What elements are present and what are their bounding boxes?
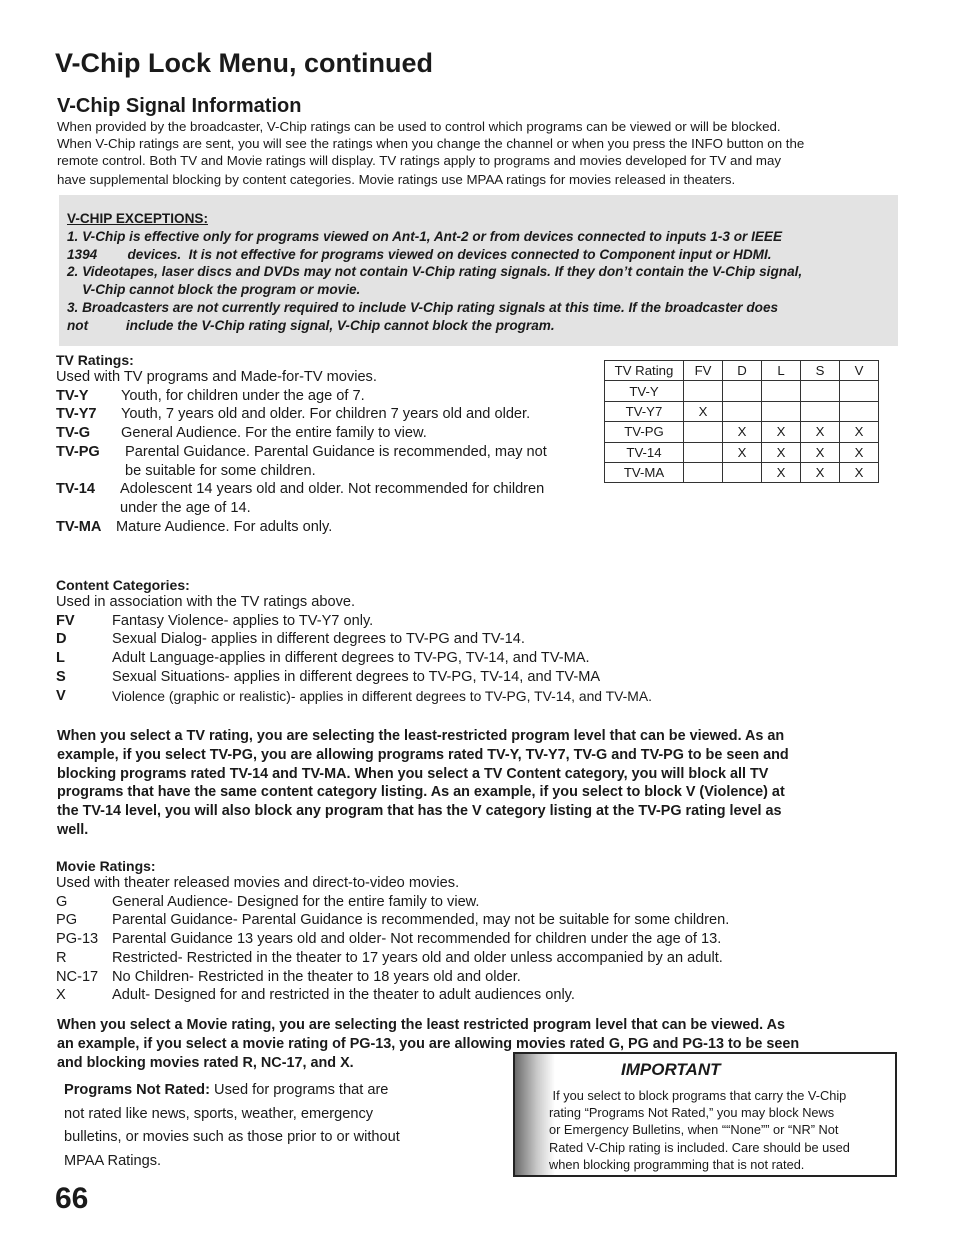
text-line: or Emergency Bulletins, when ““None”” or “NR” Not [549,1122,839,1138]
movie-rating-desc: Adult- Designed for and restricted in the theater to adult audiences only. [112,987,575,1004]
text-line: rating “Programs Not Rated,” you may block News [549,1105,835,1121]
table-cell [801,381,840,401]
table-cell: X [762,442,801,462]
tv-ratings-heading: TV Ratings: [56,352,134,368]
rating-code: TV-Y [56,387,89,404]
text-line: blocking programs rated TV-14 and TV-MA. When you select a TV Content category, you will block all TV [57,765,769,782]
movie-rating-item [56,986,896,1005]
important-box [513,1052,897,1177]
table-header-cell: FV [684,361,723,381]
table-header-cell: D [723,361,762,381]
rating-desc: Youth, 7 years old and older. For children 7 years old and older. [121,406,531,423]
text-line: and blocking movies rated R, NC-17, and X. [57,1054,354,1071]
content-intro: Used in association with the TV ratings above. [56,594,356,610]
table-cell [840,401,879,421]
movie-rating-item [56,949,896,968]
text-line: When V-Chip ratings are sent, you will see the ratings when you change the channel or when you press the INFO button on the [57,136,805,152]
category-desc: Adult Language-applies in different degrees to TV-PG, TV-14, and TV-MA. [112,650,590,667]
movie-rating-code: PG-13 [56,931,99,948]
table-header-cell: TV Rating [605,361,684,381]
movie-rating-code: NC-17 [56,968,99,985]
exception-line: 3. Broadcasters are not currently required to include V-Chip rating signals at this time. If the broadcaster does [67,299,779,315]
table-cell [762,381,801,401]
table-header-cell: S [801,361,840,381]
table-cell [684,422,723,442]
exceptions-heading: V-CHIP EXCEPTIONS: [67,211,209,226]
rating-code: TV-G [56,425,91,442]
category-code: L [56,650,65,667]
table-row [605,381,879,401]
text-line: When you select a TV rating, you are selecting the least-restricted program level that can be viewed. As an [57,728,785,744]
rating-item [56,480,601,499]
movie-ratings-intro: Used with theater released movies and direct-to-video movies. [56,875,460,891]
table-cell: X [801,442,840,462]
tv-selection-paragraph [57,727,897,840]
table-row [605,422,879,442]
category-desc: Violence (graphic or realistic)- applies in different degrees to TV-PG, TV-14, and TV-MA. [112,687,652,704]
movie-rating-desc: No Children- Restricted in the theater to 18 years old and older. [112,968,521,985]
content-heading: Content Categories: [56,577,190,593]
signal-intro [57,118,907,188]
tv-ratings-section [56,352,601,536]
table-cell: TV-PG [605,422,684,442]
page-number: 66 [55,1182,89,1215]
important-text [549,1087,897,1173]
category-item [56,649,896,668]
table-cell: X [762,462,801,482]
movie-rating-code: R [56,949,67,966]
category-desc: Sexual Dialog- applies in different degrees to TV-PG and TV-14. [112,631,525,648]
category-item [56,630,896,649]
rating-desc: Mature Audience. For adults only. [116,518,333,535]
rating-desc: General Audience. For the entire family to view. [121,425,427,442]
text-line: example, if you select TV-PG, you are allowing programs rated TV-Y, TV-Y7, TV-G and TV-PG to be seen and [57,746,789,763]
text-line: an example, if you select a movie rating of PG-13, you are allowing movies rated G, PG and PG-13 to be seen [57,1035,800,1052]
table-cell [840,381,879,401]
table-cell: TV-MA [605,462,684,482]
text-line: Rated V-Chip rating is included. Care should be used [549,1139,850,1155]
movie-rating-desc: Parental Guidance- Parental Guidance is recommended, may not be suitable for some children. [112,912,730,929]
category-item [56,612,896,631]
exception-line: 1394 devices. It is not effective for programs viewed on devices connected to Component input or HDMI. [67,246,772,262]
movie-rating-code: G [56,893,68,910]
movie-rating-desc: General Audience- Designed for the entire family to view. [112,893,480,910]
table-cell [684,442,723,462]
not-rated-text: Used for programs that are [209,1082,389,1098]
text-line: not rated like news, sports, weather, emergency [64,1105,374,1122]
important-heading: IMPORTANT [621,1060,721,1079]
movie-rating-item [56,911,896,930]
category-item [56,668,896,687]
programs-not-rated [64,1079,454,1173]
rating-code: TV-PG [56,443,100,460]
rating-item-cont [56,462,601,481]
table-header-cell: L [762,361,801,381]
table-cell: X [762,422,801,442]
exceptions-box [59,195,898,346]
rating-item [56,387,601,406]
text-line: have supplemental blocking by content categories. Movie ratings use MPAA ratings for movies released in theaters. [57,171,736,187]
exception-line: V-Chip cannot block the program or movie. [67,282,361,298]
page-title: V-Chip Lock Menu, continued [55,48,433,78]
text-line: programs that have the same content category listing. As an example, if you select to block V (Violence) at [57,784,785,801]
category-desc: Sexual Situations- applies in different degrees to TV-PG, TV-14, and TV-MA [112,668,601,685]
table-cell: TV-Y7 [605,401,684,421]
rating-code: TV-14 [56,481,95,498]
movie-rating-item [56,930,896,949]
text-line: If you select to block programs that carry the V-Chip [549,1088,847,1103]
table-row [605,462,879,482]
rating-desc: under the age of 14. [120,499,251,516]
table-header-cell: V [840,361,879,381]
text-line: When provided by the broadcaster, V-Chip ratings can be used to control which programs can be viewed or will be blocked. [57,119,781,134]
text-line: the TV-14 level, you will also block any program that has the V category listing at the TV-PG rating level as [57,803,782,820]
table-cell: X [840,422,879,442]
text-line [64,1079,454,1103]
table-cell: X [723,442,762,462]
table-cell: X [840,442,879,462]
table-cell [762,401,801,421]
table-cell: X [840,462,879,482]
table-header-row [605,361,879,381]
table-cell: X [723,422,762,442]
category-code: S [56,668,66,685]
rating-desc: Parental Guidance. Parental Guidance is recommended, may not [125,443,547,460]
table-cell [723,462,762,482]
table-cell [684,462,723,482]
table-cell [723,401,762,421]
table-cell: X [801,462,840,482]
rating-item [56,443,601,462]
text-line: well. [57,821,89,838]
rating-desc: Adolescent 14 years old and older. Not recommended for children [120,481,545,498]
table-cell [684,381,723,401]
category-code: D [56,631,67,648]
rating-item-cont [56,499,601,518]
movie-ratings-section [56,858,896,1005]
table-cell: X [801,422,840,442]
rating-item [56,405,601,424]
text-line: when blocking programming that is not rated. [549,1156,805,1172]
tv-ratings-intro: Used with TV programs and Made-for-TV movies. [56,369,377,385]
movie-rating-item [56,968,896,987]
movie-rating-code: PG [56,912,78,929]
category-desc: Fantasy Violence- applies to TV-Y7 only. [112,612,374,629]
table-row [605,442,879,462]
category-code: FV [56,612,75,629]
table-cell: TV-14 [605,442,684,462]
table-cell: TV-Y [605,381,684,401]
content-categories-section [56,577,896,705]
text-line: bulletins, or movies such as those prior to or without [64,1129,400,1145]
movie-rating-desc: Parental Guidance 13 years old and older- Not recommended for children under the age of 13. [112,931,722,948]
rating-item [56,518,601,537]
category-code: V [56,687,66,704]
exception-line: 1. V-Chip is effective only for programs viewed on Ant-1, Ant-2 or from devices connected to inputs 1-3 or IEEE [67,228,783,244]
movie-rating-code: X [56,987,66,1004]
text-line: MPAA Ratings. [64,1152,162,1169]
text-line: remote control. Both TV and Movie ratings will display. TV ratings apply to programs and movies developed for TV and may [57,153,782,169]
rating-desc: be suitable for some children. [125,462,316,479]
exception-line: 2. Videotapes, laser discs and DVDs may not contain V-Chip rating signals. If they don’t contain the V-Chip signal, [67,264,803,280]
exception-line: not include the V-Chip rating signal, V-Chip cannot block the program. [67,317,555,333]
table-cell [723,381,762,401]
text-line: When you select a Movie rating, you are selecting the least restricted program level that can be viewed. As [57,1017,786,1033]
movie-rating-item [56,893,896,912]
rating-code: TV-MA [56,518,102,535]
not-rated-label: Programs Not Rated: [64,1082,210,1098]
table-cell [801,401,840,421]
rating-item [56,424,601,443]
category-item [56,687,896,706]
table-row [605,401,879,421]
rating-code: TV-Y7 [56,406,97,423]
rating-table [604,360,879,483]
movie-ratings-heading: Movie Ratings: [56,858,156,874]
movie-rating-desc: Restricted- Restricted in the theater to 17 years old and older unless accompanied by an adult. [112,949,723,966]
table-cell: X [684,401,723,421]
rating-desc: Youth, for children under the age of 7. [121,387,365,404]
section-heading-signal: V-Chip Signal Information [57,95,302,117]
